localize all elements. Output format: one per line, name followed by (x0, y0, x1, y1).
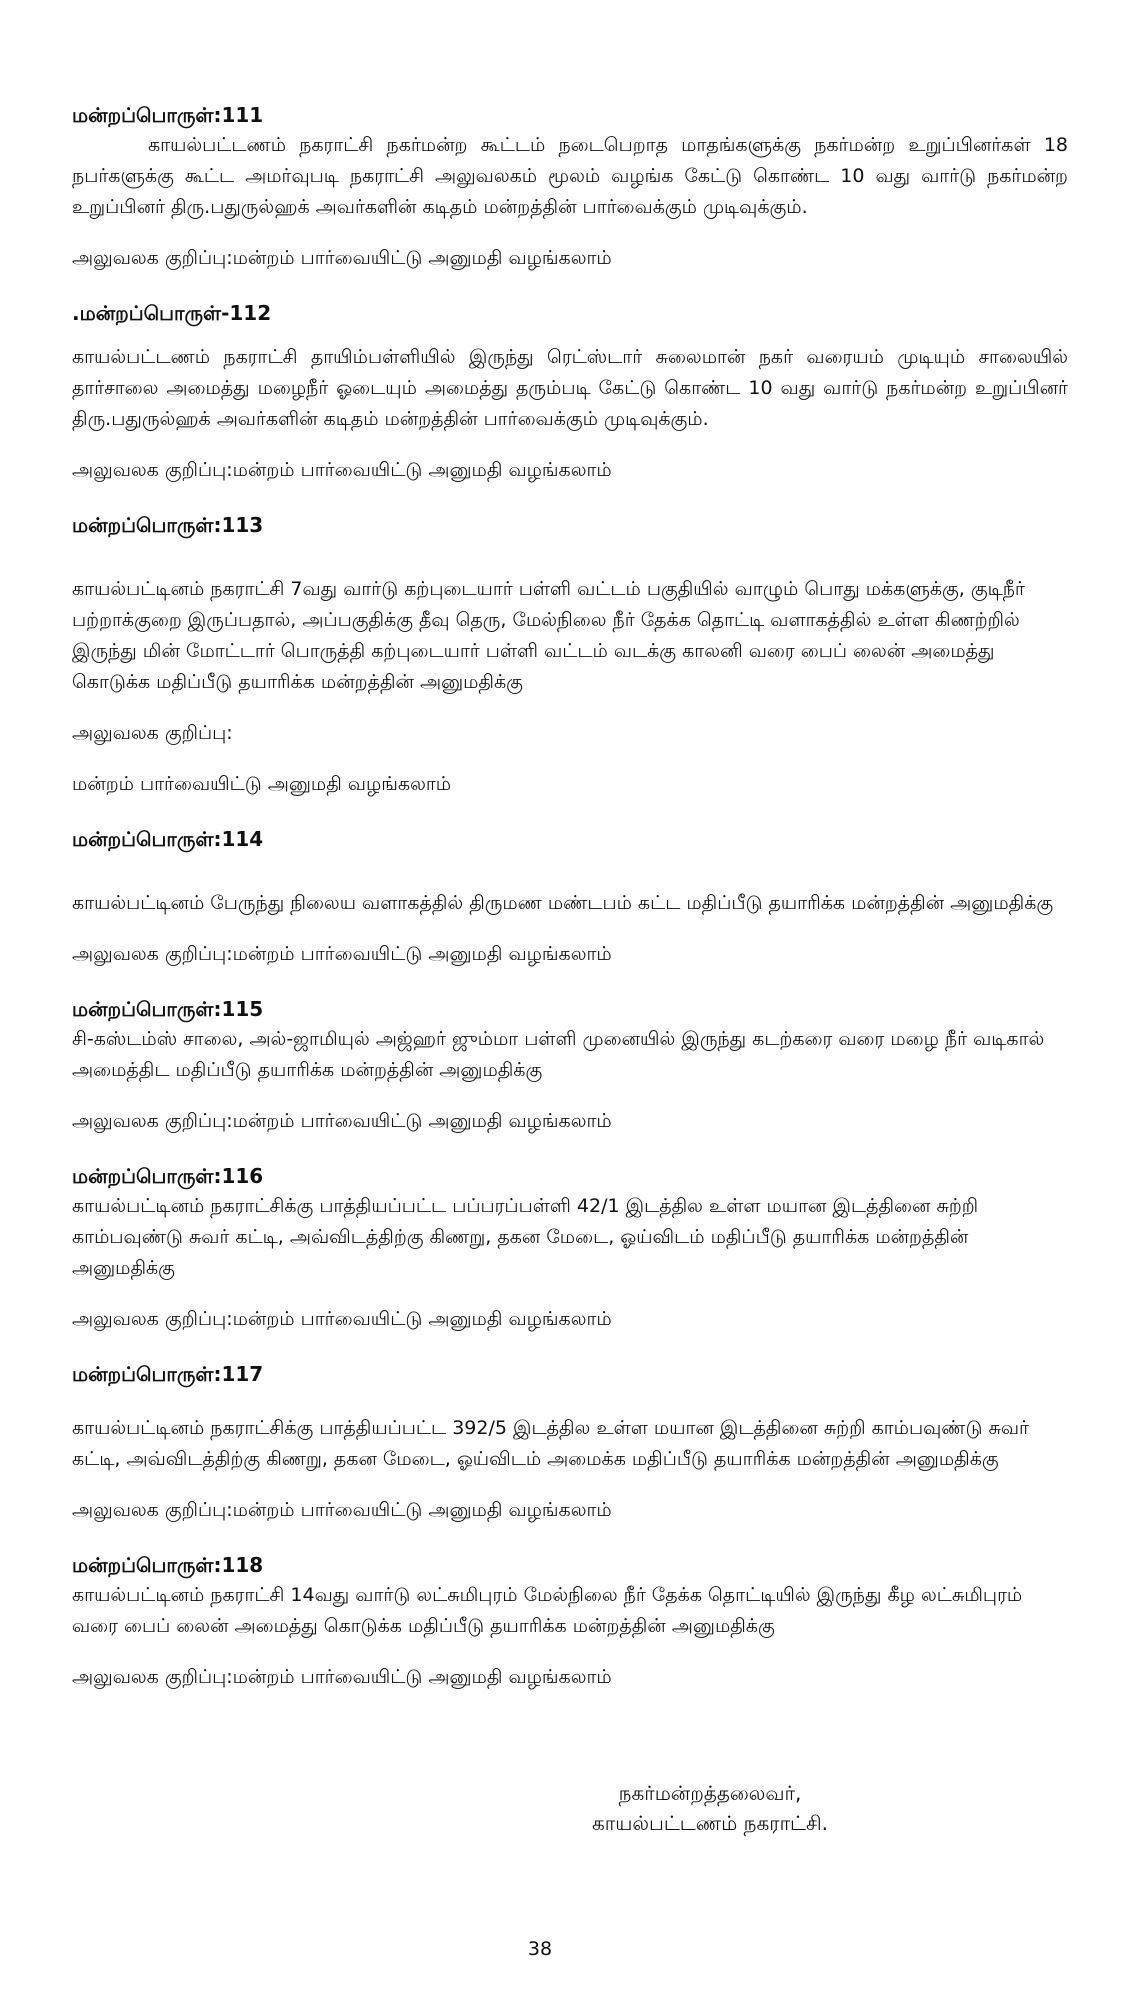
signature-block (560, 1778, 860, 1838)
office-note: அலுவலக குறிப்பு:மன்றம் பார்வையிட்டு அனுமதி வழங்கலாம் (72, 247, 612, 269)
agenda-item-115 (72, 994, 1068, 1137)
item-body: காயல்பட்டணம் நகராட்சி நகர்மன்ற கூட்டம் நடைபெறாத மாதங்களுக்கு நகர்மன்ற உறுப்பினர்கள் 18 நபர்களுக்கு கூட்ட அமர்வுபடி நகராட்சி அலுவலகம் மூலம் வழங்க கேட்டு கொண்ட 10 வது வார்டு நகர்மன்ற உறுப்பினர் திரு.பதுருல்ஹக் அவர்களின் கடிதம் மன்றத்தின் பார்வைக்கும் முடிவுக்கும். (72, 134, 1068, 218)
item-body: காயல்பட்டினம் பேருந்து நிலைய வளாகத்தில் திருமண மண்டபம் கட்ட மதிப்பீடு தயாரிக்க மன்றத்தின் அனுமதிக்கு (72, 892, 1054, 914)
item-body: காயல்பட்டினம் நகராட்சிக்கு பாத்தியப்பட்ட பப்பரப்பள்ளி 42/1 இடத்தில உள்ள மயான இடத்தினை சுற்றி காம்பவுண்டு சுவர் கட்டி, அவ்விடத்திற்கு கிணறு, தகன மேடை, ஓய்விடம் மதிப்பீடு தயாரிக்க மன்றத்தின் அனுமதிக்கு (72, 1195, 979, 1279)
agenda-item-117 (72, 1359, 1068, 1526)
signature-title: நகர்மன்றத்தலைவர், (618, 1781, 802, 1805)
item-body: காயல்பட்டினம் நகராட்சிக்கு பாத்தியப்பட்ட 392/5 இடத்தில உள்ள மயான இடத்தினை சுற்றி காம்பவுண்டு சுவர் கட்டி, அவ்விடத்திற்கு கிணறு, தகன மேடை, ஓய்விடம் அமைக்க மதிப்பீடு தயாரிக்க மன்றத்தின் அனுமதிக்கு (72, 1417, 1029, 1470)
agenda-item-112 (72, 298, 1068, 486)
item-heading: மன்றப்பொருள்:111 (72, 103, 264, 127)
item-body: சி-கஸ்டம்ஸ் சாலை, அல்-ஜாமியுல் அஜ்ஹர் ஜும்மா பள்ளி முனையில் இருந்து கடற்கரை வரை மழை நீர் வடிகால் அமைத்திட மதிப்பீடு தயாரிக்க மன்றத்தின் அனுமதிக்கு (72, 1028, 1045, 1081)
office-note-label: அலுவலக குறிப்பு: (72, 722, 233, 744)
item-heading: மன்றப்பொருள்:118 (72, 1553, 264, 1577)
signature-office: காயல்பட்டணம் நகராட்சி. (592, 1811, 828, 1835)
agenda-item-118 (72, 1550, 1068, 1693)
agenda-item-116 (72, 1161, 1068, 1335)
office-note: அலுவலக குறிப்பு:மன்றம் பார்வையிட்டு அனுமதி வழங்கலாம் (72, 943, 612, 965)
document-body (72, 100, 1068, 1693)
agenda-item-114 (72, 824, 1068, 970)
agenda-item-111 (72, 100, 1068, 274)
office-note: அலுவலக குறிப்பு:மன்றம் பார்வையிட்டு அனுமதி வழங்கலாம் (72, 1110, 612, 1132)
item-heading: மன்றப்பொருள்:117 (72, 1362, 264, 1386)
item-heading: மன்றப்பொருள்:113 (72, 513, 264, 537)
office-note: அலுவலக குறிப்பு:மன்றம் பார்வையிட்டு அனுமதி வழங்கலாம் (72, 459, 612, 481)
item-body: காயல்பட்டினம் நகராட்சி 7வது வார்டு கற்புடையார் பள்ளி வட்டம் பகுதியில் வாழும் பொது மக்களுக்கு, குடிநீர் பற்றாக்குறை இருப்பதால், அப்பகுதிக்கு தீவு தெரு, மேல்நிலை நீர் தேக்க தொட்டி வளாகத்தில் உள்ள கிணற்றில் இருந்து மின் மோட்டார் பொருத்தி கற்புடையார் பள்ளி வட்டம் வடக்கு காலனி வரை பைப் லைன் அமைத்து கொடுக்க மதிப்பீடு தயாரிக்க மன்றத்தின் அனுமதிக்கு (72, 578, 1025, 693)
agenda-item-113 (72, 510, 1068, 800)
item-heading: மன்றப்பொருள்:115 (72, 997, 264, 1021)
page-number: 38 (527, 1938, 553, 1960)
office-note: அலுவலக குறிப்பு:மன்றம் பார்வையிட்டு அனுமதி வழங்கலாம் (72, 1308, 612, 1330)
item-heading: .மன்றப்பொருள்-112 (72, 301, 272, 325)
office-note: அலுவலக குறிப்பு:மன்றம் பார்வையிட்டு அனுமதி வழங்கலாம் (72, 1666, 612, 1688)
office-note: அலுவலக குறிப்பு:மன்றம் பார்வையிட்டு அனுமதி வழங்கலாம் (72, 1499, 612, 1521)
item-body: காயல்பட்டினம் நகராட்சி 14வது வார்டு லட்சுமிபுரம் மேல்நிலை நீர் தேக்க தொட்டியில் இருந்து கீழ லட்சுமிபுரம் வரை பைப் லைன் அமைத்து கொடுக்க மதிப்பீடு தயாரிக்க மன்றத்தின் அனுமதிக்கு (72, 1584, 1023, 1637)
item-heading: மன்றப்பொருள்:114 (72, 827, 264, 851)
item-body: காயல்பட்டணம் நகராட்சி தாயிம்பள்ளியில் இருந்து ரெட்ஸ்டார் சுலைமான் நகர் வரையம் முடியும் சாலையில் தார்சாலை அமைத்து மழைநீர் ஓடையும் அமைத்து தரும்படி கேட்டு கொண்ட 10 வது வார்டு நகர்மன்ற உறுப்பினர் திரு.பதுருல்ஹக் அவர்களின் கடிதம் மன்றத்தின் பார்வைக்கும் முடிவுக்கும். (72, 346, 1068, 430)
item-heading: மன்றப்பொருள்:116 (72, 1164, 264, 1188)
office-note: மன்றம் பார்வையிட்டு அனுமதி வழங்கலாம் (72, 773, 452, 795)
